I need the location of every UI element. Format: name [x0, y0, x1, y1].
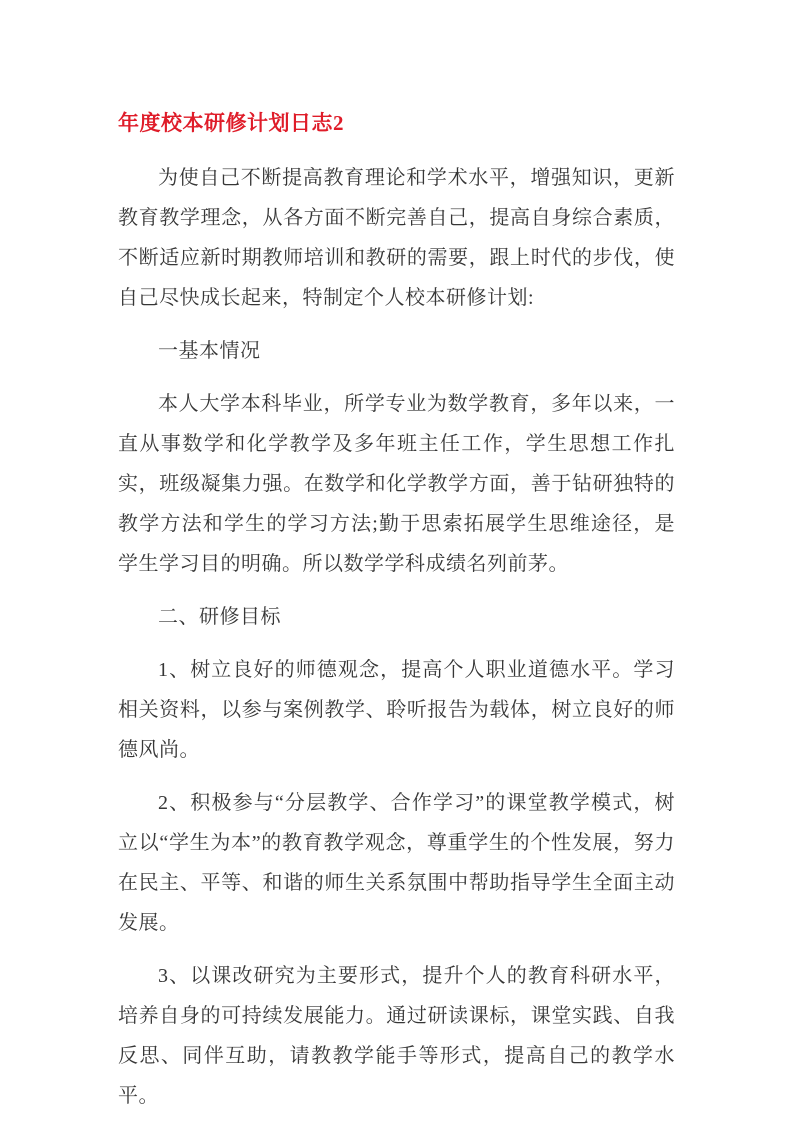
basic-info-paragraph: 本人大学本科毕业，所学专业为数学教育，多年以来，一直从事数学和化学教学及多年班主任工作，学生思想工作扎实，班级凝集力强。在数学和化学教学方面，善于钻研独特的教学方法和学生的学习方法;勤于思索拓展学生思维途径，是学生学习目的明确。所以数学学科成绩名列前茅。 — [118, 393, 675, 575]
goal-2-paragraph: 2、积极参与“分层教学、合作学习”的课堂教学模式，树立以“学生为本”的教育教学观念，尊重学生的个性发展，努力在民主、平等、和谐的师生关系氛围中帮助指导学生全面主动发展。 — [118, 792, 675, 934]
goal-3-paragraph: 3、以课改研究为主要形式，提升个人的教育科研水平，培养自身的可持续发展能力。通过研读课标，课堂实践、自我反思、同伴互助，请教教学能手等形式，提高自己的教学水平。 — [118, 965, 675, 1107]
section-heading-study-goals: 二、研修目标 — [158, 606, 281, 628]
intro-paragraph: 为使自己不断提高教育理论和学术水平，增强知识，更新教育教学理念，从各方面不断完善自己，提高自身综合素质，不断适应新时期教师培训和教研的需要，跟上时代的步伐，使自己尽快成长起来，特制定个人校本研修计划: — [118, 167, 675, 309]
section-heading-basic-info: 一基本情况 — [158, 340, 261, 362]
document-title: 年度校本研修计划日志2 — [118, 111, 344, 135]
goal-1-paragraph: 1、树立良好的师德观念，提高个人职业道德水平。学习相关资料，以参与案例教学、聆听报告为载体，树立良好的师德风尚。 — [118, 659, 675, 761]
